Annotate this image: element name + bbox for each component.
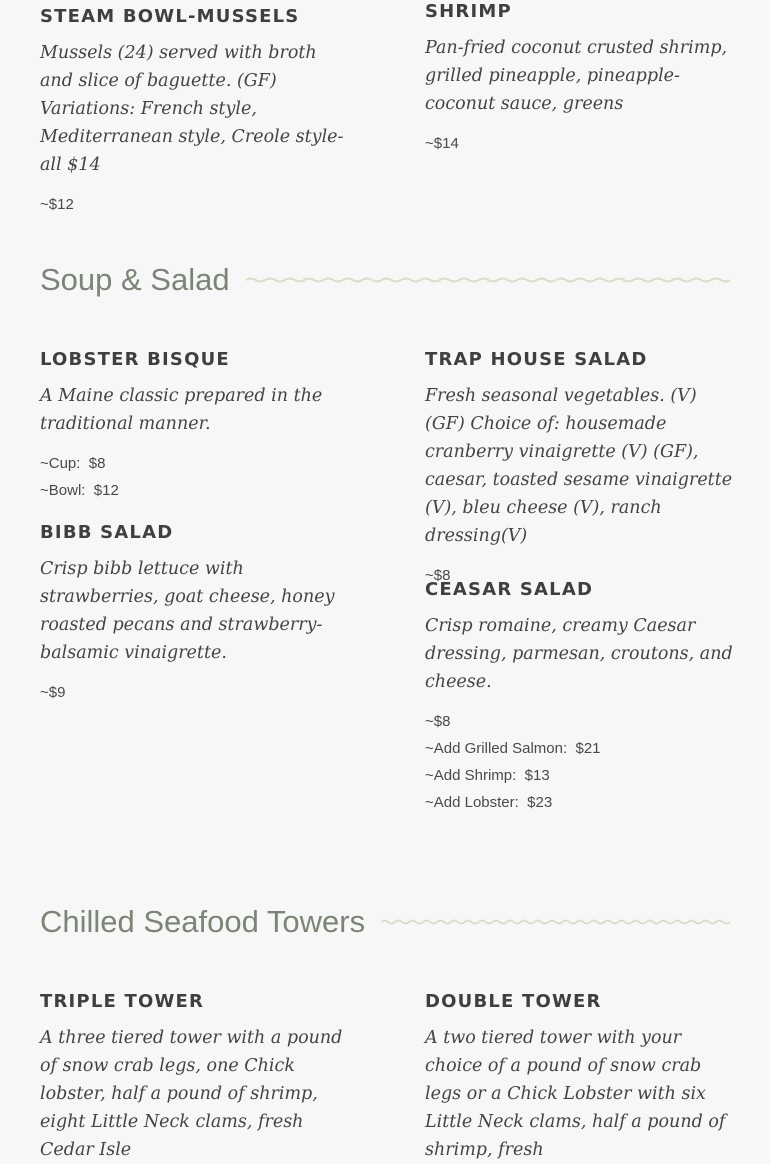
wavy-divider bbox=[246, 275, 730, 285]
item-description: Crisp romaine, creamy Caesar dressing, parmesan, croutons, and cheese. bbox=[425, 616, 733, 692]
item-price: ~$9 bbox=[40, 684, 66, 701]
menu-item-bibb-salad bbox=[40, 522, 355, 706]
item-description: Crisp bibb lettuce with strawberries, goat cheese, honey roasted pecans and strawberry- balsamic vinaigrette. bbox=[40, 559, 335, 663]
item-price: ~$12 bbox=[40, 196, 74, 213]
menu-item-ceasar-salad bbox=[425, 579, 735, 816]
item-prices bbox=[40, 679, 355, 706]
item-name: LOBSTER BISQUE bbox=[40, 349, 230, 370]
item-prices bbox=[40, 191, 355, 218]
menu-item-lobster-bisque bbox=[40, 349, 355, 504]
menu-item-trap-house-salad bbox=[425, 349, 735, 589]
item-price: ~Bowl: $12 bbox=[40, 482, 119, 499]
item-description: A three tiered tower with a pound of snow crab legs, one Chick lobster, half a pound of shrimp, eight Little Neck clams, fresh Cedar Isle bbox=[40, 1028, 343, 1160]
item-description: Pan-fried coconut crusted shrimp, grilled pineapple, pineapple-coconut sauce, greens bbox=[425, 38, 728, 114]
section-header-chilled-seafood-towers bbox=[40, 902, 730, 942]
item-name: CEASAR SALAD bbox=[425, 579, 594, 600]
item-name: TRIPLE TOWER bbox=[40, 991, 205, 1012]
menu-item-triple-tower bbox=[40, 991, 355, 1164]
item-price: ~$14 bbox=[425, 135, 459, 152]
item-description: A Maine classic prepared in the traditional manner. bbox=[40, 386, 323, 434]
item-price: ~Cup: $8 bbox=[40, 455, 106, 472]
item-price: ~$8 bbox=[425, 713, 451, 730]
item-price: ~Add Grilled Salmon: $21 bbox=[425, 740, 601, 757]
menu-item-steam-bowl-mussels bbox=[40, 6, 355, 218]
item-prices bbox=[40, 450, 355, 504]
item-description: Fresh seasonal vegetables. (V) (GF) Choice of: housemade cranberry vinaigrette (V) (GF), caesar, toasted sesame vinaigrette (V), bleu cheese (V), ranch dressing(V) bbox=[425, 386, 733, 546]
item-price: ~$8 bbox=[425, 567, 451, 584]
item-price: ~Add Lobster: $23 bbox=[425, 794, 553, 811]
item-prices bbox=[425, 708, 735, 816]
item-name: DOUBLE TOWER bbox=[425, 991, 602, 1012]
section-title: Chilled Seafood Towers bbox=[40, 904, 366, 939]
section-title: Soup & Salad bbox=[40, 262, 230, 297]
item-name: TRAP HOUSE SALAD bbox=[425, 349, 648, 370]
item-name: SHRIMP bbox=[425, 1, 512, 22]
item-price: ~Add Shrimp: $13 bbox=[425, 767, 550, 784]
wavy-divider bbox=[381, 917, 730, 927]
item-description: Mussels (24) served with broth and slice of baguette. (GF) Variations: French style, Mediterranean style, Creole style- all $14 bbox=[40, 43, 344, 175]
item-description: A two tiered tower with your choice of a pound of snow crab legs or a Chick Lobster with six Little Neck clams, half a pound of shrimp, fresh bbox=[425, 1028, 726, 1160]
item-name: BIBB SALAD bbox=[40, 522, 174, 543]
section-header-soup-salad bbox=[40, 260, 730, 300]
menu-item-double-tower bbox=[425, 991, 735, 1164]
item-prices bbox=[425, 130, 735, 157]
menu-item-shrimp bbox=[425, 1, 735, 157]
item-name: STEAM BOWL-MUSSELS bbox=[40, 6, 300, 27]
